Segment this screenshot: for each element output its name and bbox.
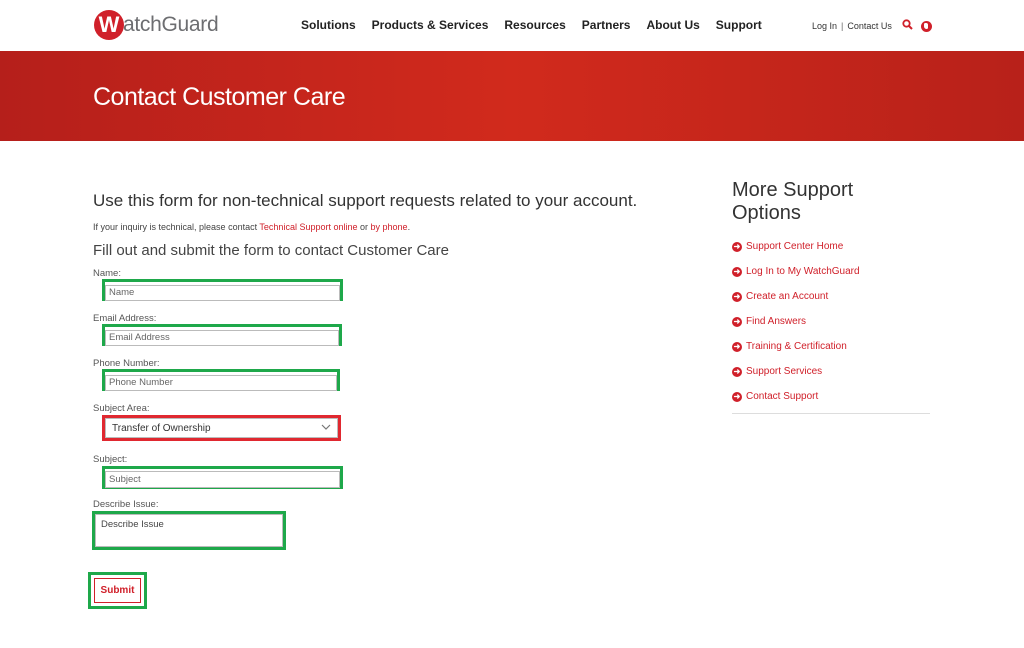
subject-area-label: Subject Area: <box>93 403 150 414</box>
page-banner <box>0 51 1024 141</box>
util-separator: | <box>841 21 844 31</box>
sidebar-divider <box>732 413 930 414</box>
search-icon[interactable] <box>902 19 913 33</box>
sidebar-item-contact-support[interactable] <box>732 384 860 409</box>
page-title: Contact Customer Care <box>93 83 346 111</box>
arrow-right-circle-icon: ➜ <box>733 266 741 276</box>
utility-links <box>812 19 932 33</box>
nav-about-us[interactable]: About Us <box>646 18 700 32</box>
name-label: Name: <box>93 268 121 279</box>
nav-products-services[interactable]: Products & Services <box>371 18 489 32</box>
note-suffix: . <box>407 222 411 232</box>
sidebar-item-support-services[interactable] <box>732 359 860 384</box>
sidebar-links <box>732 234 860 409</box>
subject-area-select-wrap <box>102 415 341 441</box>
name-input[interactable] <box>105 285 340 301</box>
sidebar-item-training[interactable] <box>732 334 860 359</box>
arrow-right-circle-icon: ➜ <box>733 241 741 251</box>
intro-text: Use this form for non-technical support requests related to your account. <box>93 191 638 210</box>
globe-icon[interactable] <box>921 21 932 32</box>
technical-support-online-link[interactable]: Technical Support online <box>259 222 358 232</box>
nav-resources[interactable]: Resources <box>504 18 566 32</box>
submit-wrap <box>88 572 147 609</box>
logo-wordmark: atchGuard <box>123 13 219 36</box>
name-field-wrap <box>102 279 343 301</box>
nav-support[interactable]: Support <box>715 18 762 32</box>
phone-field-wrap <box>102 369 340 391</box>
site-header <box>0 0 1024 51</box>
issue-field-wrap <box>92 511 286 550</box>
contact-us-link[interactable]: Contact Us <box>847 21 892 31</box>
arrow-right-circle-icon: ➜ <box>733 391 741 401</box>
subject-field-wrap <box>102 466 343 489</box>
sidebar-item-create-account[interactable] <box>732 284 860 309</box>
nav-partners[interactable]: Partners <box>581 18 631 32</box>
sidebar-item-label: Create an Account <box>746 291 829 302</box>
main-nav <box>301 18 778 32</box>
sidebar-item-find-answers[interactable] <box>732 309 860 334</box>
note-prefix: If your inquiry is technical, please contact <box>93 222 260 232</box>
arrow-right-circle-icon: ➜ <box>733 341 741 351</box>
email-input[interactable] <box>105 330 339 346</box>
form-title: Fill out and submit the form to contact Customer Care <box>93 242 449 259</box>
login-link[interactable]: Log In <box>812 21 838 31</box>
describe-issue-textarea[interactable]: Describe Issue <box>95 514 283 547</box>
sidebar-title: More Support Options <box>732 179 854 224</box>
arrow-right-circle-icon: ➜ <box>733 291 741 301</box>
phone-label: Phone Number: <box>93 358 160 369</box>
nav-solutions[interactable]: Solutions <box>301 18 356 32</box>
arrow-right-circle-icon: ➜ <box>733 366 741 376</box>
sidebar-item-label: Contact Support <box>746 391 819 402</box>
technical-note <box>93 222 410 232</box>
arrow-right-circle-icon: ➜ <box>733 316 741 326</box>
email-label: Email Address: <box>93 313 157 324</box>
sidebar-item-support-center-home[interactable] <box>732 234 860 259</box>
subject-label: Subject: <box>93 454 128 465</box>
by-phone-link[interactable]: by phone <box>370 222 408 232</box>
watchguard-logo[interactable] <box>94 10 218 40</box>
sidebar-item-label: Support Services <box>746 366 823 377</box>
sidebar-item-label: Find Answers <box>746 316 807 327</box>
sidebar-item-label: Support Center Home <box>746 241 844 252</box>
sidebar-item-login[interactable] <box>732 259 860 284</box>
sidebar-item-label: Log In to My WatchGuard <box>746 266 860 277</box>
chevron-down-icon <box>321 423 331 433</box>
subject-input[interactable] <box>105 471 340 488</box>
issue-label: Describe Issue: <box>93 499 159 510</box>
logo-mark: W <box>94 10 124 40</box>
subject-area-value: Transfer of Ownership <box>112 422 211 434</box>
subject-area-select[interactable] <box>105 418 338 438</box>
phone-input[interactable] <box>105 375 337 391</box>
email-field-wrap <box>102 324 342 346</box>
sidebar-item-label: Training & Certification <box>746 341 847 352</box>
submit-button[interactable]: Submit <box>94 578 141 603</box>
note-mid: or <box>357 222 371 232</box>
